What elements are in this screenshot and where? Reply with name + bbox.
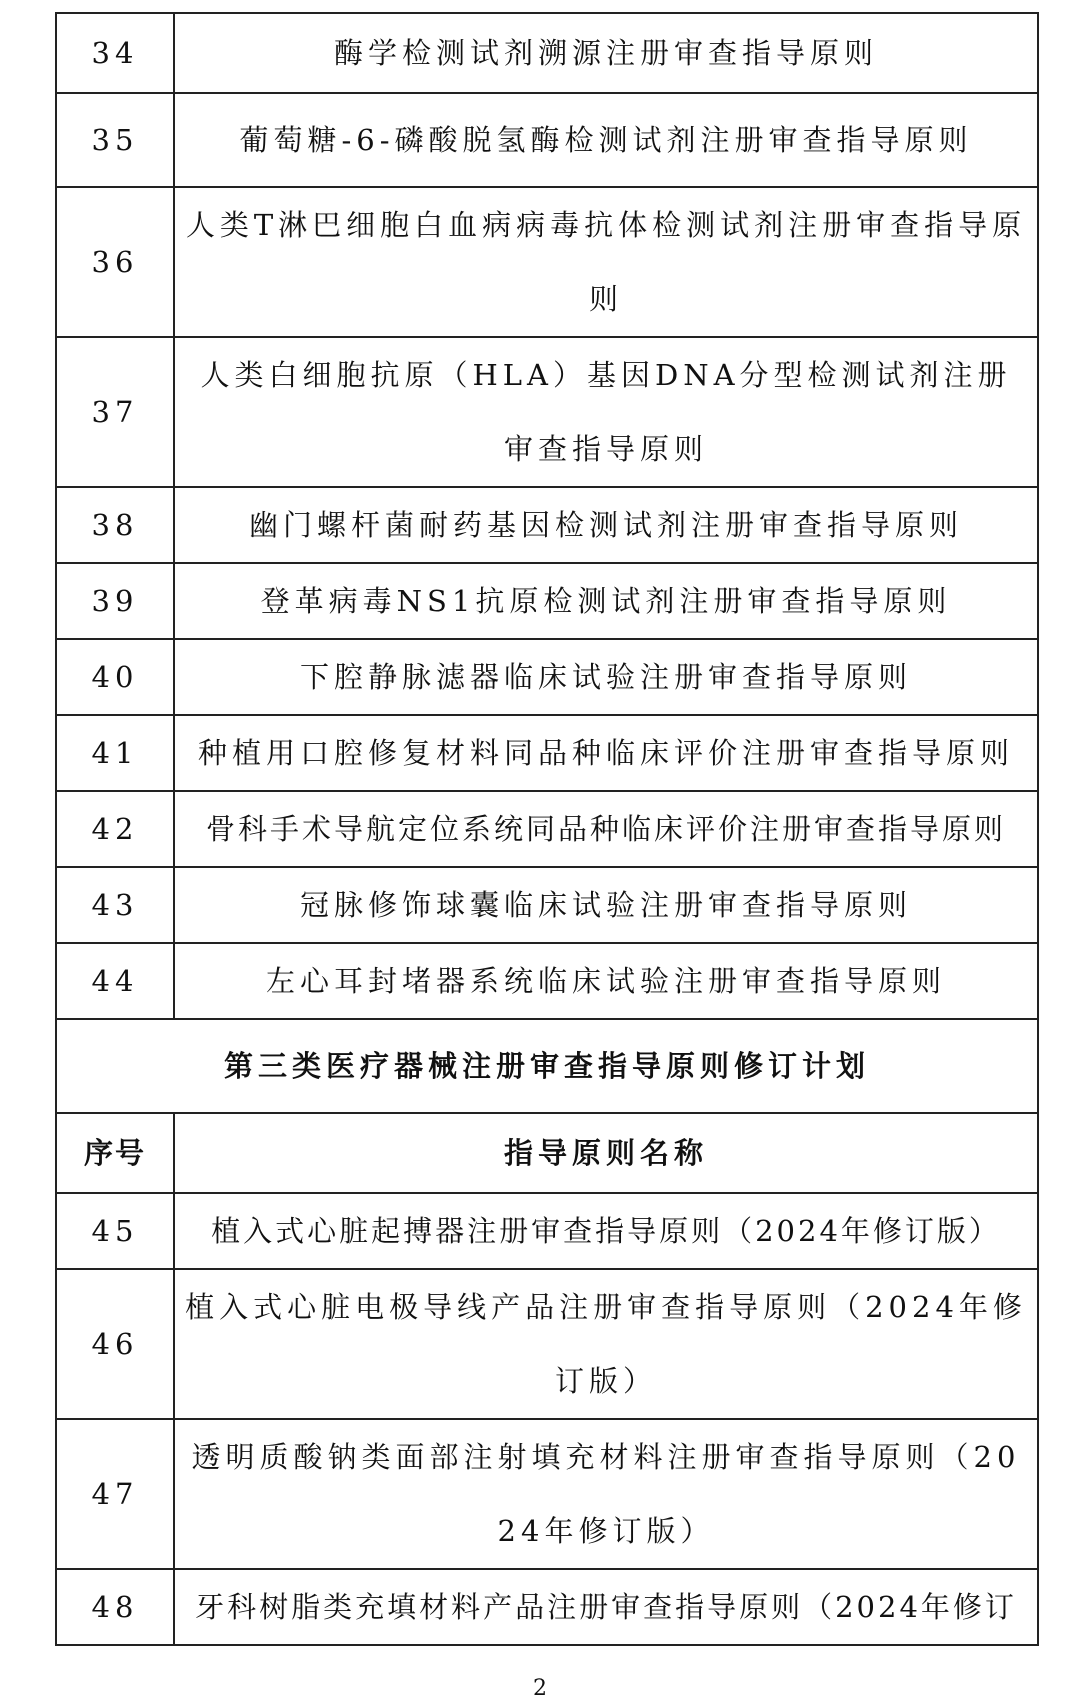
header-number: 序号 — [56, 1113, 174, 1193]
row-number: 39 — [56, 563, 174, 639]
guideline-name: 植入式心脏起搏器注册审查指导原则（2024年修订版） — [174, 1193, 1038, 1269]
table-row — [56, 187, 1038, 337]
table-row — [56, 13, 1038, 93]
row-number: 35 — [56, 93, 174, 187]
guideline-name: 牙科树脂类充填材料产品注册审查指导原则（2024年修订 — [174, 1569, 1038, 1645]
guideline-name: 左心耳封堵器系统临床试验注册审查指导原则 — [174, 943, 1038, 1019]
table-row — [56, 867, 1038, 943]
row-number: 47 — [56, 1419, 174, 1569]
table-row — [56, 487, 1038, 563]
table-row — [56, 1269, 1038, 1419]
table-row — [56, 639, 1038, 715]
table-row — [56, 943, 1038, 1019]
guideline-name: 植入式心脏电极导线产品注册审查指导原则（2024年修订版） — [174, 1269, 1038, 1419]
guideline-name: 酶学检测试剂溯源注册审查指导原则 — [174, 13, 1038, 93]
row-number: 48 — [56, 1569, 174, 1645]
row-number: 45 — [56, 1193, 174, 1269]
guideline-name: 骨科手术导航定位系统同品种临床评价注册审查指导原则 — [174, 791, 1038, 867]
row-number: 40 — [56, 639, 174, 715]
guideline-table — [55, 12, 1039, 1646]
row-number: 43 — [56, 867, 174, 943]
table-row — [56, 337, 1038, 487]
row-number: 37 — [56, 337, 174, 487]
guideline-name: 幽门螺杆菌耐药基因检测试剂注册审查指导原则 — [174, 487, 1038, 563]
guideline-name: 葡萄糖-6-磷酸脱氢酶检测试剂注册审查指导原则 — [174, 93, 1038, 187]
guideline-name: 人类T淋巴细胞白血病病毒抗体检测试剂注册审查指导原则 — [174, 187, 1038, 337]
guideline-name: 人类白细胞抗原（HLA）基因DNA分型检测试剂注册审查指导原则 — [174, 337, 1038, 487]
table-row — [56, 1569, 1038, 1645]
row-number: 46 — [56, 1269, 174, 1419]
guideline-name: 透明质酸钠类面部注射填充材料注册审查指导原则（2024年修订版） — [174, 1419, 1038, 1569]
guideline-name: 冠脉修饰球囊临床试验注册审查指导原则 — [174, 867, 1038, 943]
row-number: 41 — [56, 715, 174, 791]
header-row — [56, 1113, 1038, 1193]
table-row — [56, 563, 1038, 639]
row-number: 36 — [56, 187, 174, 337]
table-row — [56, 715, 1038, 791]
table-row — [56, 1193, 1038, 1269]
header-name: 指导原则名称 — [174, 1113, 1038, 1193]
guideline-name: 下腔静脉滤器临床试验注册审查指导原则 — [174, 639, 1038, 715]
table-row — [56, 791, 1038, 867]
guideline-name: 登革病毒NS1抗原检测试剂注册审查指导原则 — [174, 563, 1038, 639]
row-number: 44 — [56, 943, 174, 1019]
row-number: 42 — [56, 791, 174, 867]
section-title: 第三类医疗器械注册审查指导原则修订计划 — [56, 1019, 1038, 1113]
row-number: 34 — [56, 13, 174, 93]
table-row — [56, 1419, 1038, 1569]
table-row — [56, 93, 1038, 187]
row-number: 38 — [56, 487, 174, 563]
guideline-name: 种植用口腔修复材料同品种临床评价注册审查指导原则 — [174, 715, 1038, 791]
section-row — [56, 1019, 1038, 1113]
page-number: 2 — [533, 1676, 547, 1701]
